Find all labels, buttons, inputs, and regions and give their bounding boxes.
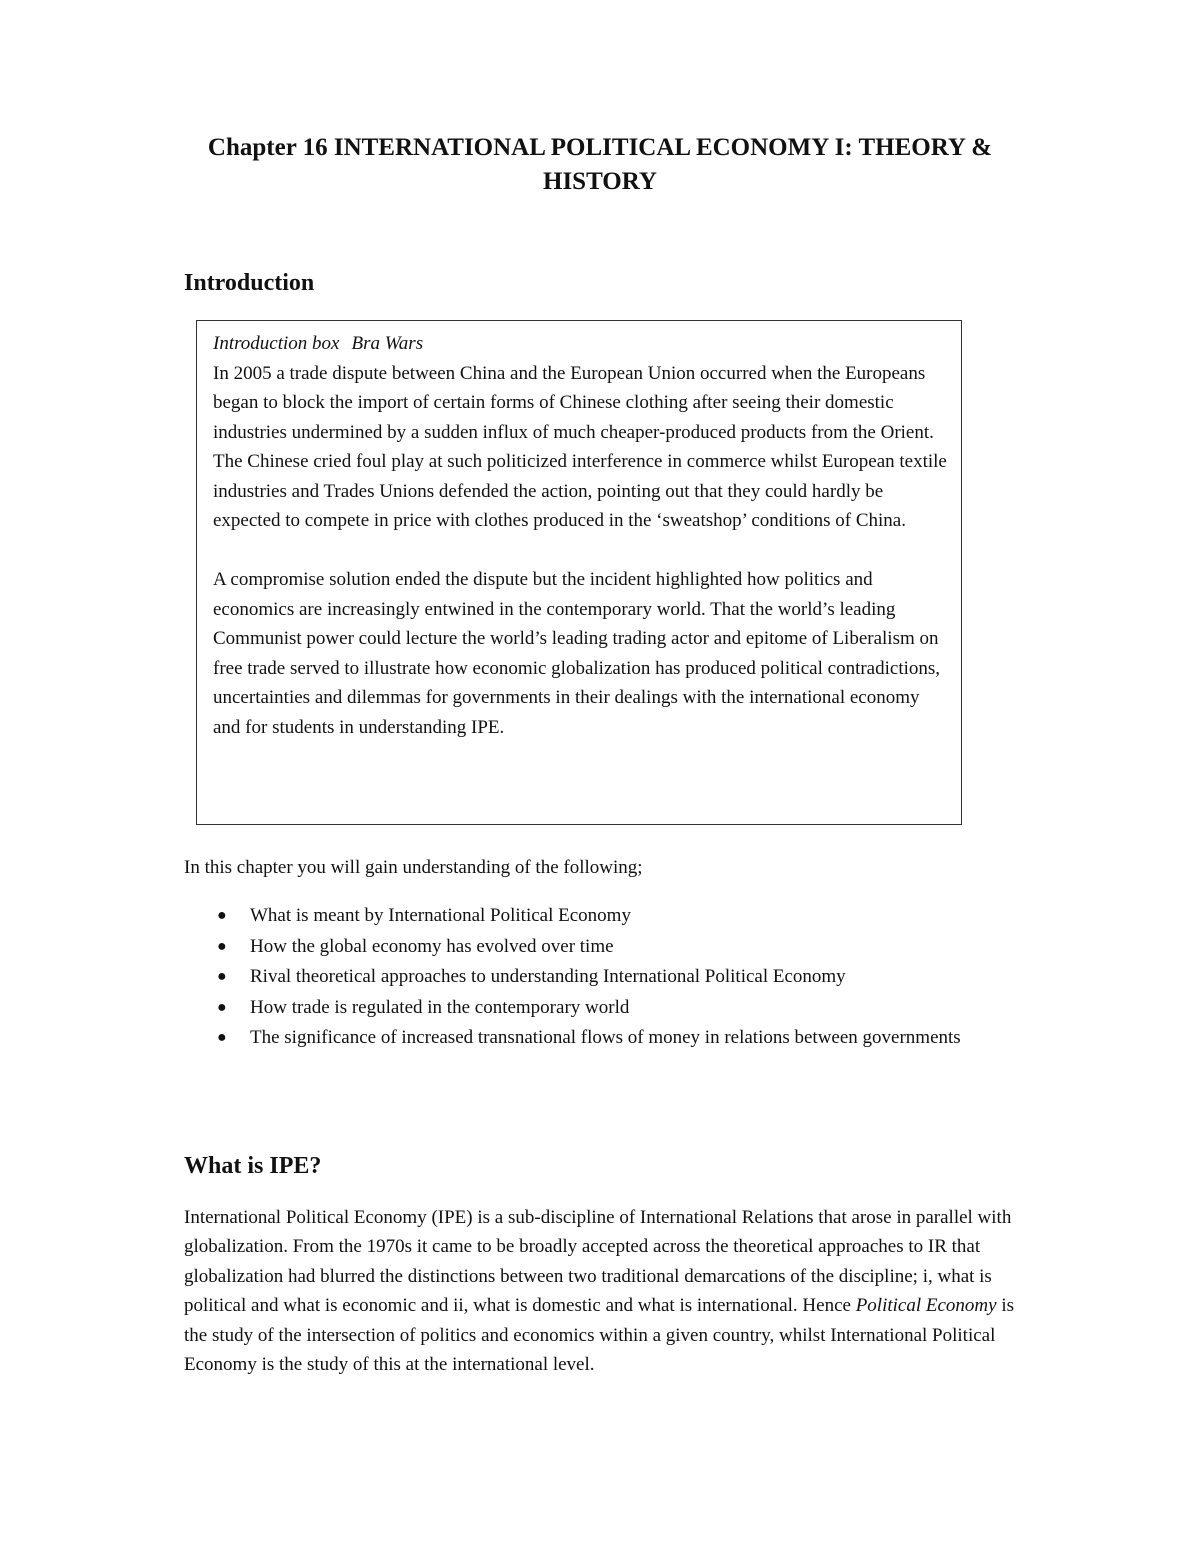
objective-text: The significance of increased transnational flows of money in relations between governments: [250, 1027, 961, 1048]
bullet-icon: ●: [217, 907, 227, 924]
objective-text: How the global economy has evolved over time: [250, 935, 614, 957]
bullet-icon: ●: [217, 998, 227, 1016]
section-heading-introduction: Introduction: [184, 270, 315, 296]
introduction-box: [196, 320, 962, 825]
ipe-paragraph-text-start: International Political Economy (IPE) is a sub-discipline of International Relations that arose in parallel with globalization. From the 1970s it came to be broadly accepted across the theoretical approaches to IR that globalization had blurred the distinctions between two traditional demarcations of the discipline; i, what is political and what is economic and ii, what is domestic and what is international. Hence: [184, 1207, 1012, 1317]
objective-item: [184, 962, 984, 993]
introduction-box-content: [213, 329, 948, 742]
section-heading-what-is-ipe: What is IPE?: [184, 1153, 322, 1179]
bullet-icon: ●: [217, 937, 227, 955]
objective-item: [184, 993, 984, 1024]
introduction-box-caption: [213, 329, 948, 359]
objectives-lead-in: In this chapter you will gain understanding of the following;: [184, 857, 643, 878]
objective-item: [184, 932, 984, 963]
objective-text: What is meant by International Political Economy: [250, 905, 631, 926]
introduction-box-paragraph-2: A compromise solution ended the dispute but the incident highlighted how politics and economics are increasingly entwined in the contemporary world. That the world’s leading Communist power could lecture the world’s leading trading actor and epitome of Liberalism on free trade served to illustrate how economic globalization has produced political contradictions, uncertainties and dilemmas for governments in their dealings with the international economy and for students in understanding IPE.: [213, 569, 941, 738]
objective-text: How trade is regulated in the contemporary world: [250, 996, 630, 1018]
chapter-title: Chapter 16 INTERNATIONAL POLITICAL ECONOMY I: THEORY & HISTORY: [207, 134, 993, 195]
objective-text: Rival theoretical approaches to understanding International Political Economy: [250, 966, 846, 987]
ipe-paragraph-italic-term: Political Economy: [855, 1295, 997, 1317]
bullet-icon: ●: [217, 1029, 227, 1046]
introduction-box-label: Introduction box: [213, 333, 340, 354]
introduction-box-paragraph-1: In 2005 a trade dispute between China and the European Union occurred when the Europeans began to block the import of certain forms of Chinese clothing after seeing their domestic industries undermined by a sudden influx of much cheaper-produced products from the Orient. The Chinese cried foul play at such politicized interference in commerce whilst European textile industries and Trades Unions defended the action, pointing out that they could hardly be expected to compete in price with clothes produced in the ‘sweatshop’ conditions of China.: [213, 362, 947, 531]
objective-item: [184, 901, 984, 932]
objectives-list: [184, 901, 984, 1054]
bullet-icon: ●: [217, 968, 227, 985]
objective-item: [184, 1023, 984, 1054]
ipe-definition-paragraph: [184, 1203, 1024, 1379]
introduction-box-title: Bra Wars: [351, 333, 424, 354]
ipe-paragraph-text-end: is the study of the intersection of politics and economics within a given country, whilst International Political Economy is the study of this at the international level.: [184, 1295, 1015, 1376]
